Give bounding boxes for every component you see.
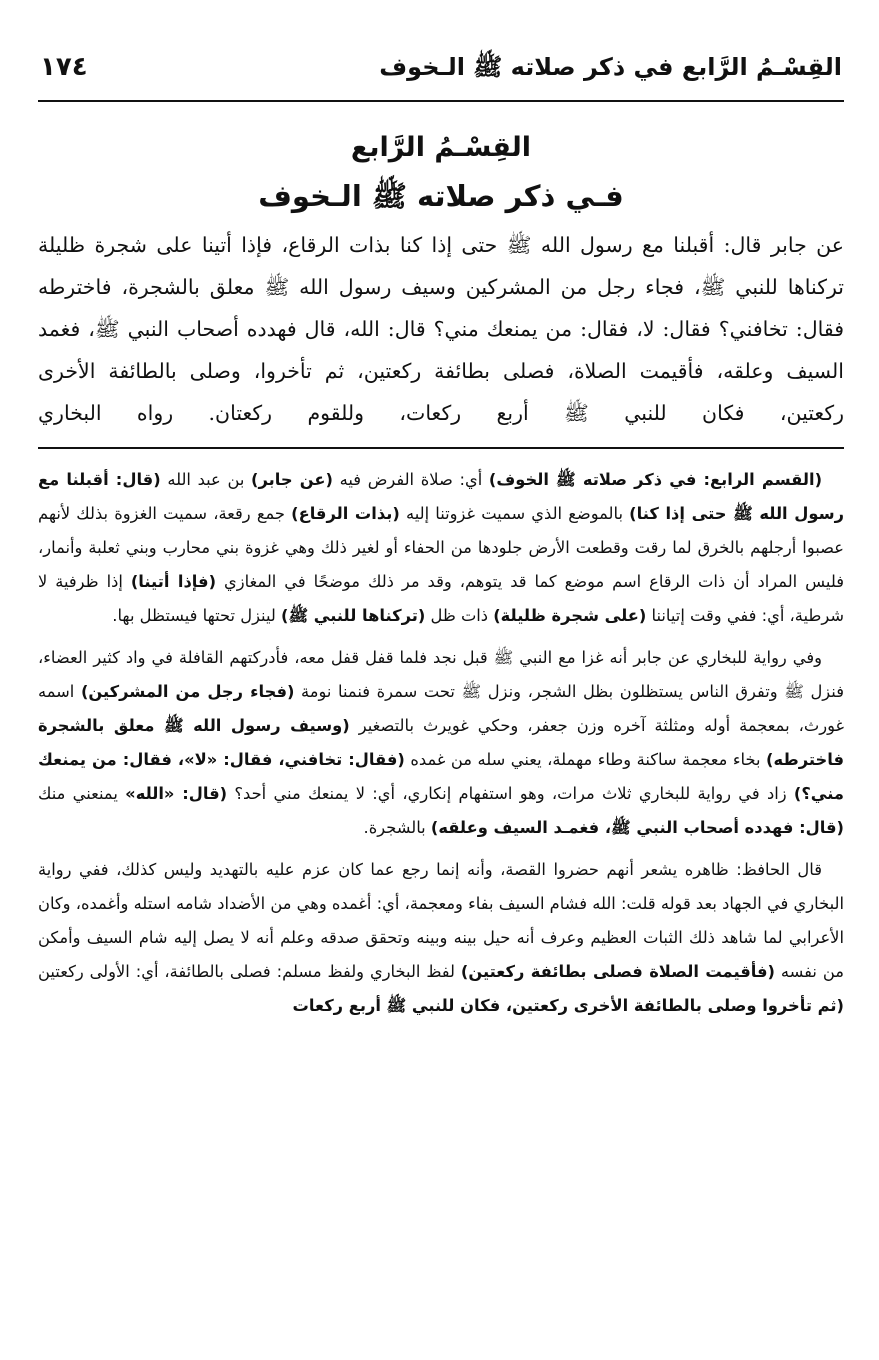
quoted-phrase: (قال: «الله» <box>125 784 228 803</box>
commentary-text: ذات ظل <box>425 606 494 625</box>
quoted-phrase: (فجاء رجل من المشركين) <box>80 682 295 701</box>
footnote-separator <box>38 447 844 449</box>
quoted-phrase: (فإذا أتينا) <box>130 572 217 591</box>
quoted-phrase: (وسيف رسول الله ﷺ معلق بالشجرة فاخترطه) <box>38 716 844 769</box>
commentary-text: زاد في رواية للبخاري ثلاث مرات، وهو استفهام إنكاري، أي: لا يمنعك مني أحد؟ <box>227 784 794 803</box>
quoted-phrase: (فأقيمت الصلاة فصلى بطائفة ركعتين) <box>460 962 775 981</box>
commentary-paragraph <box>38 463 844 633</box>
commentary-text: اسمه غورث، بمعجمة أوله ومثلثة آخره وزن جعفر، وحكي غويرث بالتصغير <box>38 682 844 735</box>
commentary-paragraph <box>38 641 844 845</box>
quoted-phrase: (على شجرة ظليلة) <box>493 606 647 625</box>
commentary <box>38 463 844 1023</box>
commentary-text: قال الحافظ: ظاهره يشعر أنهم حضروا القصة، وأنه إنما رجع عما كان عزم عليه بالتهديد وليس كذلك، ففي رواية البخاري في الجهاد بعد قوله قلت: الله فشام السيف بفاء ومعجمة، أي: أغمده وهي من الأضداد شامه استله وأغمده، وكان الأعرابي لما شاهد ذلك الثبات العظيم وعرف أنه حيل بينه وبينه وتحقق صدقه وعلم أنه لا يصل إليه شام السيف وأمكن من نفسه <box>38 860 844 981</box>
commentary-text: وفي رواية للبخاري عن جابر أنه غزا مع النبي ﷺ قبل نجد فلما قفل قفل معه، فأدركتهم القافلة في واد كثير العضاء، فنزل ﷺ وتفرق الناس يستظلون بظل الشجر، ونزل ﷺ تحت سمرة فنمنا نومة <box>38 648 844 701</box>
section-heading <box>38 124 844 220</box>
quoted-phrase: (قال: أقبلنا مع رسول الله ﷺ حتى إذا كنا) <box>38 470 844 523</box>
book-page <box>38 52 844 1342</box>
quoted-phrase: (بذات الرقاع) <box>291 504 400 523</box>
commentary-text: بالموضع الذي سميت غزوتنا إليه <box>399 504 630 523</box>
commentary-text: أي: صلاة الفرض فيه <box>332 470 489 489</box>
running-header <box>38 52 844 102</box>
quoted-phrase: (القسم الرابع: في ذكر صلاته ﷺ الخوف) <box>488 470 823 489</box>
commentary-text: إذا ظرفية لا شرطية، أي: ففي وقت إتياننا <box>38 572 844 625</box>
commentary-text: جمع رقعة، سميت الغزوة بذلك لأنهم عصبوا أرجلهم بالخرق لما رقت وقطعت الأرض جلودها من الحفاء أو لغير ذلك وهي غزوة بني محارب وبني ثعلبة وأنمار، فليس المراد أن ذات الرقاع اسم موضع كما قد يتوهم، وقد مر ذلك موضحًا في المغازي <box>38 504 844 591</box>
commentary-paragraph <box>38 853 844 1023</box>
quoted-phrase: (تركناها للنبي ﷺ) <box>281 606 426 625</box>
commentary-text: بالشجرة. <box>363 818 431 837</box>
commentary-text: بخاء معجمة ساكنة وطاء مهملة، يعني سله من غمده <box>404 750 767 769</box>
running-title: القِسْـمُ الرَّابع في ذكر صلاته ﷺ الـخوف <box>379 53 842 81</box>
commentary-text: بن عبد الله <box>160 470 252 489</box>
hadith-text: عن جابر قال: أقبلنا مع رسول الله ﷺ حتى إذا كنا بذات الرقاع، فإذا أتينا على شجرة ظليلة تركناها للنبي ﷺ، فجاء رجل من المشركين وسيف رسول الله ﷺ معلق بالشجرة، فاخترطه فقال: تخافني؟ فقال: لا، فقال: من يمنعك مني؟ قال: الله، قال فهدده أصحاب النبي ﷺ، فغمد السيف وعلقه، فأقيمت الصلاة، فصلى بطائفة ركعتين، ثم تأخروا، وصلى بالطائفة الأخرى ركعتين، فكان للنبي ﷺ أربع ركعات، وللقوم ركعتان. رواه البخاري <box>38 233 844 425</box>
commentary-text: يمنعني منك <box>38 784 126 803</box>
quoted-phrase: (فقال: تخافني، فقال: «لا»، فقال: من يمنعك مني؟) <box>38 750 845 803</box>
page-number: ١٧٤ <box>40 52 88 82</box>
quoted-phrase: (قال: فهدده أصحاب النبي ﷺ، فغمـد السيف وعلقه) <box>430 818 844 837</box>
commentary-text: لفظ البخاري ولفظ مسلم: فصلى بالطائفة، أي: الأولى ركعتين <box>38 962 461 981</box>
quoted-phrase: (عن جابر) <box>251 470 333 489</box>
section-heading-line1: القِسْـمُ الرَّابع <box>350 132 532 163</box>
quoted-phrase: (ثم تأخروا وصلى بالطائفة الأخرى ركعتين، فكان للنبي ﷺ أربع ركعات <box>292 996 844 1015</box>
commentary-text: لينزل تحتها فيستظل بها. <box>112 606 282 625</box>
section-heading-line2: فـي ذكر صلاته ﷺ الـخوف <box>258 179 624 213</box>
